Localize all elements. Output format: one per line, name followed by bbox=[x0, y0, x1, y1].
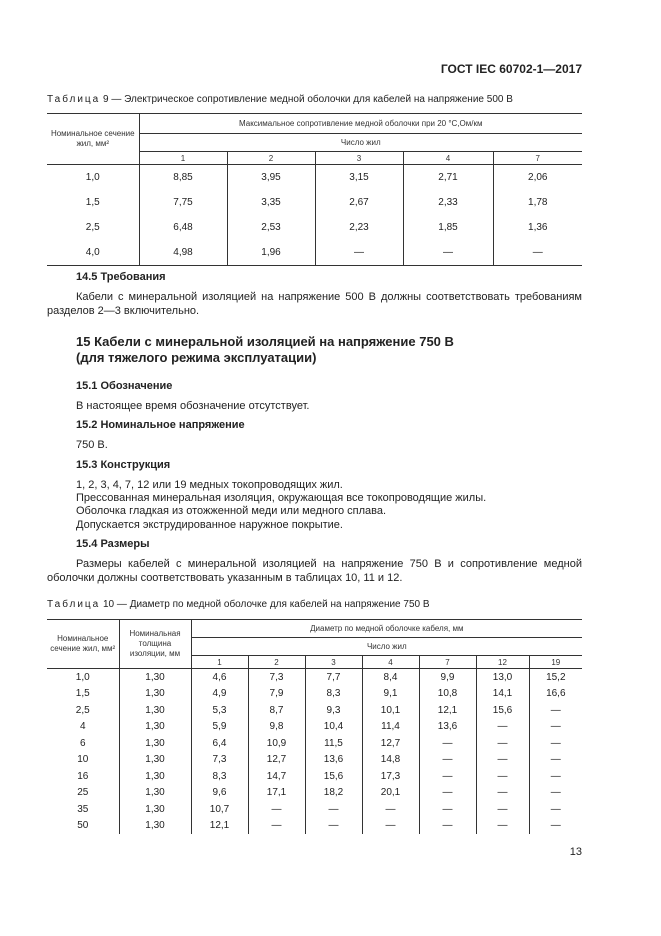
table-row bbox=[47, 702, 582, 719]
table-row bbox=[47, 768, 582, 785]
section-14-5-text-line2: разделов 2—3 включительно. bbox=[47, 305, 200, 317]
table-row bbox=[47, 735, 582, 752]
table-cell: — bbox=[529, 785, 582, 802]
table-cell: 1,30 bbox=[119, 735, 191, 752]
section-15-1-text: В настоящее время обозначение отсутствует. bbox=[76, 400, 310, 412]
table9-core-count-header: 2 bbox=[227, 152, 315, 165]
section-15-heading-line1: 15 Кабели с минеральной изоляцией на напряжение 750 В bbox=[76, 334, 454, 349]
table-cell: 3,15 bbox=[315, 165, 403, 191]
table-cell: 6,4 bbox=[191, 735, 248, 752]
table-cell: — bbox=[493, 240, 582, 266]
table9-title: Электрическое сопротивление медной оболочки для кабелей на напряжение 500 В bbox=[124, 94, 513, 105]
table-cell: 16 bbox=[77, 770, 89, 782]
table-cell: 14,1 bbox=[476, 686, 529, 703]
table-cell: — bbox=[529, 768, 582, 785]
section-15-2-heading: 15.2 Номинальное напряжение bbox=[76, 419, 245, 431]
table10-caption bbox=[47, 599, 430, 610]
table10-core-count-header: 4 bbox=[362, 656, 419, 669]
table-cell: 9,6 bbox=[191, 785, 248, 802]
table-cell: 1,85 bbox=[403, 215, 493, 240]
table-cell: 2,33 bbox=[403, 190, 493, 215]
table10-title: Диаметр по медной оболочке для кабелей на напряжение 750 В bbox=[129, 599, 430, 610]
table-cell: 1,30 bbox=[119, 686, 191, 703]
table-cell: — bbox=[529, 801, 582, 818]
table-cell: 10,9 bbox=[248, 735, 305, 752]
table10-cores-header: Число жил bbox=[191, 638, 582, 656]
table-cell: 1,30 bbox=[119, 669, 191, 686]
table-row bbox=[47, 719, 582, 736]
table10-number: 10 bbox=[103, 599, 115, 610]
table-row bbox=[47, 669, 582, 686]
table-cell: — bbox=[305, 818, 362, 835]
table9-body bbox=[47, 165, 582, 266]
table-cell: 5,9 bbox=[191, 719, 248, 736]
table10-core-count-header: 12 bbox=[476, 656, 529, 669]
table-cell: 7,3 bbox=[191, 752, 248, 769]
page-number: 13 bbox=[569, 846, 582, 858]
table10-section-header: Номинальное сечение жил, мм² bbox=[47, 620, 119, 669]
table-cell: 16,6 bbox=[529, 686, 582, 703]
table-cell: 15,6 bbox=[476, 702, 529, 719]
table9-caption bbox=[47, 94, 513, 105]
table-cell: 1,30 bbox=[119, 719, 191, 736]
table-row bbox=[47, 240, 582, 266]
table-cell: 4 bbox=[79, 721, 86, 733]
table-cell: — bbox=[476, 801, 529, 818]
table-cell: 10 bbox=[77, 754, 89, 766]
document-code: ГОСТ IEC 60702-1—2017 bbox=[440, 62, 582, 76]
section-14-5-text-line1: Кабели с минеральной изоляцией на напряжение 500 В должны соответствовать требованиям bbox=[76, 291, 582, 303]
section-15-4-text-line2: оболочки должны соответствовать указанным в таблицах 10, 11 и 12. bbox=[47, 572, 403, 584]
table-cell: — bbox=[476, 719, 529, 736]
table-cell: 15,2 bbox=[529, 669, 582, 686]
table-cell: 35 bbox=[77, 803, 89, 815]
table-cell: — bbox=[419, 768, 476, 785]
table-cell: — bbox=[529, 818, 582, 835]
table-cell: 10,4 bbox=[305, 719, 362, 736]
table-row bbox=[47, 686, 582, 703]
table-cell: — bbox=[362, 818, 419, 835]
table-cell: 13,6 bbox=[305, 752, 362, 769]
table-cell: — bbox=[476, 752, 529, 769]
table-cell: 17,1 bbox=[248, 785, 305, 802]
table-cell: — bbox=[476, 785, 529, 802]
table-cell: 8,4 bbox=[362, 669, 419, 686]
table9-label: Таблица bbox=[47, 94, 101, 105]
table9-core-count-header: 1 bbox=[139, 152, 227, 165]
table-cell: 4,0 bbox=[47, 240, 139, 266]
table-cell: 2,06 bbox=[493, 165, 582, 191]
table-cell: 1,30 bbox=[119, 752, 191, 769]
section-14-5-heading: 14.5 Требования bbox=[76, 271, 166, 283]
table-cell: — bbox=[419, 785, 476, 802]
table-cell: 6 bbox=[79, 737, 86, 749]
table-cell: 8,7 bbox=[248, 702, 305, 719]
table-cell: 10,7 bbox=[191, 801, 248, 818]
table-cell: 15,6 bbox=[305, 768, 362, 785]
table-cell: 1,5 bbox=[85, 197, 100, 208]
table-cell: — bbox=[403, 240, 493, 266]
table-cell: 1,30 bbox=[119, 818, 191, 835]
table-cell: 12,7 bbox=[362, 735, 419, 752]
table-cell: 10,1 bbox=[362, 702, 419, 719]
table-cell: 1,0 bbox=[85, 172, 100, 183]
section-15-heading-line2: (для тяжелого режима эксплуатации) bbox=[76, 350, 317, 365]
table-cell: 8,85 bbox=[139, 165, 227, 191]
table9-dash: — bbox=[111, 94, 122, 105]
table10-core-count-header: 19 bbox=[529, 656, 582, 669]
table10-insulation-header: Номинальная толщина изоляции, мм bbox=[119, 620, 191, 669]
table-cell: 4,98 bbox=[139, 240, 227, 266]
table-cell: — bbox=[529, 735, 582, 752]
table9-core-count-header: 7 bbox=[493, 152, 582, 165]
table-cell: 50 bbox=[77, 820, 89, 832]
table10-diameter-header: Диаметр по медной оболочке кабеля, мм bbox=[191, 620, 582, 638]
table-row bbox=[47, 215, 582, 240]
table-cell: 9,3 bbox=[305, 702, 362, 719]
table-row bbox=[47, 165, 582, 191]
table-cell: — bbox=[529, 702, 582, 719]
table-cell: 2,5 bbox=[85, 222, 100, 233]
section-15-3-heading: 15.3 Конструкция bbox=[76, 459, 171, 471]
table-cell: 9,9 bbox=[419, 669, 476, 686]
table-row bbox=[47, 785, 582, 802]
table-cell: 14,8 bbox=[362, 752, 419, 769]
table-cell: 4,9 bbox=[191, 686, 248, 703]
table-cell: 13,6 bbox=[419, 719, 476, 736]
table9 bbox=[47, 113, 582, 266]
section-15-1-heading: 15.1 Обозначение bbox=[76, 380, 173, 392]
table-cell: 9,8 bbox=[248, 719, 305, 736]
table9-cores-header: Число жил bbox=[139, 134, 582, 152]
table-cell: 1,36 bbox=[493, 215, 582, 240]
table-row bbox=[47, 801, 582, 818]
table-cell: 2,23 bbox=[315, 215, 403, 240]
table9-number: 9 bbox=[103, 94, 109, 105]
table-cell: — bbox=[529, 719, 582, 736]
table-cell: 25 bbox=[77, 787, 89, 799]
table-cell: 12,7 bbox=[248, 752, 305, 769]
table-cell: — bbox=[529, 752, 582, 769]
section-15-4-heading: 15.4 Размеры bbox=[76, 538, 150, 550]
table10-label: Таблица bbox=[47, 599, 101, 610]
table-cell: — bbox=[248, 801, 305, 818]
table-cell: 4,6 bbox=[191, 669, 248, 686]
table-cell: — bbox=[476, 768, 529, 785]
table-cell: 14,7 bbox=[248, 768, 305, 785]
table10-dash: — bbox=[116, 599, 127, 610]
table-cell: 1,5 bbox=[75, 688, 90, 700]
table-cell: 12,1 bbox=[191, 818, 248, 835]
table-cell: — bbox=[362, 801, 419, 818]
table-cell: 8,3 bbox=[191, 768, 248, 785]
table10-core-count-header: 2 bbox=[248, 656, 305, 669]
section-15-3-line: Оболочка гладкая из отожженной меди или медного сплава. bbox=[76, 505, 387, 517]
table-cell: — bbox=[248, 818, 305, 835]
table9-section-header: Номинальное сечение жил, мм² bbox=[47, 114, 139, 165]
table-cell: 5,3 bbox=[191, 702, 248, 719]
table-cell: 12,1 bbox=[419, 702, 476, 719]
table-cell: 1,0 bbox=[75, 671, 90, 683]
table-cell: 17,3 bbox=[362, 768, 419, 785]
table-cell: — bbox=[419, 735, 476, 752]
table-row bbox=[47, 190, 582, 215]
table-cell: 7,3 bbox=[248, 669, 305, 686]
table-cell: 1,96 bbox=[227, 240, 315, 266]
table-cell: 6,48 bbox=[139, 215, 227, 240]
table-cell: 2,5 bbox=[75, 704, 90, 716]
table9-core-count-header: 4 bbox=[403, 152, 493, 165]
table-cell: 13,0 bbox=[476, 669, 529, 686]
table-cell: 3,35 bbox=[227, 190, 315, 215]
table-cell: 9,1 bbox=[362, 686, 419, 703]
table9-core-count-header: 3 bbox=[315, 152, 403, 165]
table-cell: 7,75 bbox=[139, 190, 227, 215]
section-15-3-line: Прессованная минеральная изоляция, окружающая все токопроводящие жилы. bbox=[76, 492, 487, 504]
table-cell: 1,30 bbox=[119, 768, 191, 785]
table-cell: — bbox=[419, 818, 476, 835]
table-row bbox=[47, 752, 582, 769]
table-cell: 7,7 bbox=[305, 669, 362, 686]
table-cell: 2,53 bbox=[227, 215, 315, 240]
table10-core-count-header: 1 bbox=[191, 656, 248, 669]
table10-core-count-header: 7 bbox=[419, 656, 476, 669]
table10-body bbox=[47, 669, 582, 835]
table-cell: 2,71 bbox=[403, 165, 493, 191]
table-cell: 7,9 bbox=[248, 686, 305, 703]
table-cell: 1,78 bbox=[493, 190, 582, 215]
table-cell: 20,1 bbox=[362, 785, 419, 802]
section-15-3-line: 1, 2, 3, 4, 7, 12 или 19 медных токопроводящих жил. bbox=[76, 479, 343, 491]
table10 bbox=[47, 619, 582, 834]
table-cell: — bbox=[315, 240, 403, 266]
table-cell: 1,30 bbox=[119, 702, 191, 719]
table-cell: — bbox=[419, 801, 476, 818]
table9-resistance-header: Максимальное сопротивление медной оболочки при 20 °С,Ом/км bbox=[139, 114, 582, 134]
section-15-4-text-line1: Размеры кабелей с минеральной изоляцией на напряжение 750 В и сопротивление медной bbox=[76, 558, 582, 570]
table-cell: — bbox=[305, 801, 362, 818]
table10-core-count-header: 3 bbox=[305, 656, 362, 669]
table-cell: 2,67 bbox=[315, 190, 403, 215]
table-cell: 8,3 bbox=[305, 686, 362, 703]
table-cell: — bbox=[476, 735, 529, 752]
table-cell: — bbox=[476, 818, 529, 835]
table-cell: 1,30 bbox=[119, 801, 191, 818]
section-15-2-text: 750 В. bbox=[76, 439, 108, 451]
table-row bbox=[47, 818, 582, 835]
table-cell: 11,5 bbox=[305, 735, 362, 752]
table-cell: 10,8 bbox=[419, 686, 476, 703]
table-cell: 1,30 bbox=[119, 785, 191, 802]
table-cell: 18,2 bbox=[305, 785, 362, 802]
table-cell: — bbox=[419, 752, 476, 769]
table-cell: 3,95 bbox=[227, 165, 315, 191]
table-cell: 11,4 bbox=[362, 719, 419, 736]
section-15-3-line: Допускается экструдированное наружное покрытие. bbox=[76, 519, 343, 531]
